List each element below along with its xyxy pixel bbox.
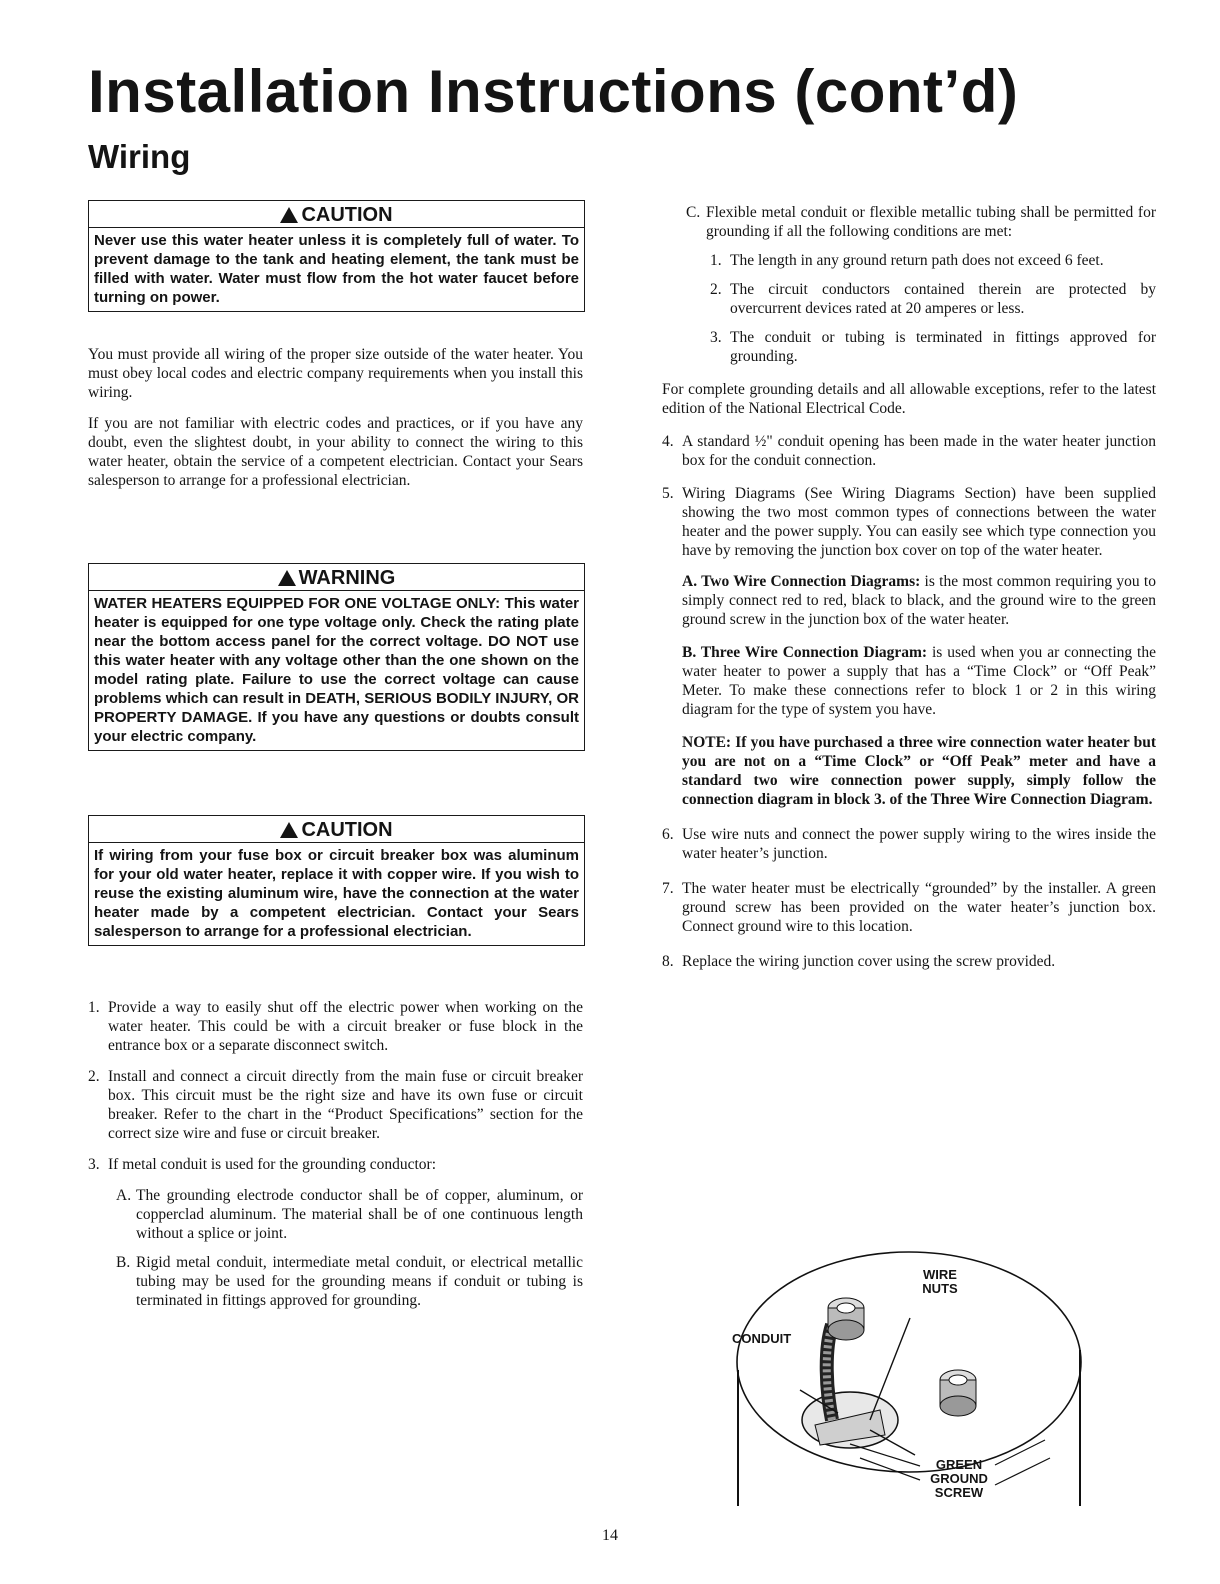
junction-box-diagram [720, 1230, 1160, 1510]
step-item: 1. Provide a way to easily shut off the electric power when working on the water heater. This could be with a circuit breaker or fuse block in the entrance box or a separate disconnect switch. [88, 999, 583, 1054]
caution-heading: CAUTION [89, 816, 584, 843]
sub-item: A. The grounding electrode conductor shall be of copper, aluminum, or copperclad aluminum. The material shall be of one continuous length without a splice or joint. [116, 1187, 583, 1242]
step-item: 5. Wiring Diagrams (See Wiring Diagrams Section) have been supplied showing the two most common types of connections between the water heater and the power supply. You can easily see which type connection you have by removing the junction box cover on top of the water heater. [662, 485, 1156, 559]
section-title: Wiring [88, 138, 191, 175]
caution-text: If wiring from your fuse box or circuit breaker box was aluminum for your old water heater, replace it with copper wire. If you wish to reuse the existing aluminum wire, have the connection at the water heater made by a competent electrician. Contact your Sears salesperson to arrange for a professional electrician. [94, 847, 579, 940]
condition-item: 2. The circuit conductors contained therein are protected by overcurrent devices rated at 20 amperes or less. [710, 281, 1156, 317]
step-item: 3. If metal conduit is used for the grounding conductor: [88, 1156, 437, 1173]
grounding-reference: For complete grounding details and all allowable exceptions, refer to the latest edition of the National Electrical Code. [662, 381, 1156, 417]
warning-box [88, 563, 585, 751]
green-ground-screw-label: GREEN GROUND SCREW [930, 1457, 988, 1500]
sub-item: B. Three Wire Connection Diagram: is used when you ar connecting the water heater to power a supply that has a “Time Clock” or “Off Peak” Meter. To make these connections refer to block 1 or 2 in this wiring diagram for the type of system you have. [682, 644, 1156, 718]
sub-item: C. Flexible metal conduit or flexible metallic tubing shall be permitted for grounding if all the following conditions are met: [686, 204, 1156, 240]
wire-nuts-label: WIRE NUTS [922, 1267, 958, 1296]
warning-heading: WARNING [89, 564, 584, 591]
warning-text: WATER HEATERS EQUIPPED FOR ONE VOLTAGE ONLY: This water heater is equipped for one type voltage only. Check the rating plate near the bottom access panel for the correct voltage. DO NOT use this water heater with any voltage other than the one shown on the model rating plate. Failure to use the correct voltage can cause problems which can result in DEATH, SERIOUS BODILY INJURY, OR PROPERTY DAMAGE. If you have any questions or doubts consult your electric company. [94, 595, 579, 745]
intro-paragraph: If you are not familiar with electric codes and practices, or if you have any doubt, even the slightest doubt, in your ability to connect the wiring to this water heater, obtain the service of a competent electrician. Contact your Sears salesperson to arrange for a professional electrician. [88, 415, 583, 489]
warning-triangle-icon [280, 822, 298, 838]
caution-text: Never use this water heater unless it is completely full of water. To prevent damage to the tank and heating element, the tank must be filled with water. Water must flow from the hot water faucet before turning on power. [94, 232, 579, 306]
caution-box [88, 200, 585, 312]
caution-heading: CAUTION [89, 201, 584, 228]
page-title: Installation Instructions (cont’d) [88, 58, 1019, 125]
intro-paragraph: You must provide all wiring of the proper size outside of the water heater. You must obey local codes and electric company requirements when you install this wiring. [88, 346, 583, 401]
intro-section [88, 345, 583, 502]
conduit-label: CONDUIT [732, 1331, 792, 1346]
note: NOTE: If you have purchased a three wire connection water heater but you are not on a “Time Clock” or “Off Peak” meter and have a standard two wire connection power supply, simply follow the connection diagram in block 3. of the Three Wire Connection Diagram. [682, 734, 1156, 808]
warning-triangle-icon [280, 207, 298, 223]
step-item: 6. Use wire nuts and connect the power supply wiring to the wires inside the water heater’s junction. [662, 826, 1156, 862]
step-item: 8. Replace the wiring junction cover using the screw provided. [662, 953, 1056, 970]
step-item: 2. Install and connect a circuit directly from the main fuse or circuit breaker box. This circuit must be the right size and have its own fuse or circuit breaker. Refer to the chart in the “Product Specifications” section for the correct size wire and fuse or circuit breaker. [88, 1068, 583, 1142]
caution-box-aluminum [88, 815, 585, 946]
step-item: 4. A standard ½" conduit opening has been made in the water heater junction box for the conduit connection. [662, 433, 1156, 469]
condition-item: 3. The conduit or tubing is terminated in fittings approved for grounding. [710, 329, 1156, 365]
page-number: 14 [602, 1527, 618, 1544]
sub-item: A. Two Wire Connection Diagrams: is the most common requiring you to simply connect red to red, black to black, and the ground wire to the green ground screw in the junction box of the water heater. [682, 573, 1156, 628]
right-column [662, 203, 1156, 983]
left-steps [88, 998, 583, 1320]
step-item: 7. The water heater must be electrically “grounded” by the installer. A green ground screw has been provided on the water heater’s junction box. Connect ground wire to this location. [662, 880, 1156, 935]
warning-triangle-icon [278, 570, 296, 586]
condition-item: 1. The length in any ground return path does not exceed 6 feet. [710, 252, 1104, 269]
sub-item: B. Rigid metal conduit, intermediate metal conduit, or electrical metallic tubing may be used for the grounding means if conduit or tubing is terminated in fittings approved for grounding. [116, 1254, 583, 1309]
